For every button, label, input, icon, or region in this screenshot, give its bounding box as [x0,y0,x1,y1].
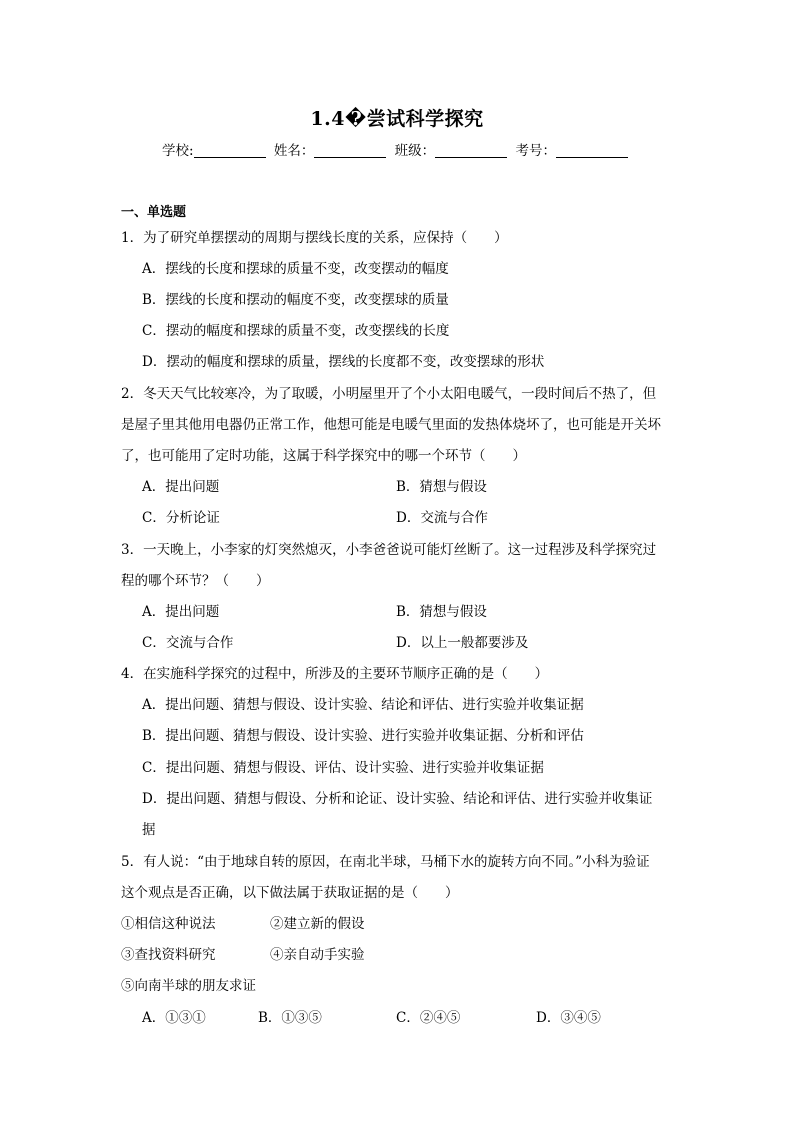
q4-option-a: A．提出问题、猜想与假设、设计实验、结论和评估、进行实验并收集证据 [142,697,584,713]
q5-stem-line2: 这个观点是否正确，以下做法属于获取证据的是（ ） [121,885,459,901]
q2-option-a: A．提出问题 [142,479,220,495]
school-label: 学校: [162,143,194,159]
q4-stem: 4．在实施科学探究的过程中，所涉及的主要环节顺序正确的是（ ） [121,666,549,682]
q1-option-b: B．摆线的长度和摆动的幅度不变，改变摆球的质量 [142,292,449,308]
q5-statement-1: ①相信这种说法 [121,916,216,932]
q2-stem-line3: 了，也可能用了定时功能，这属于科学探究中的哪一个环节（ ） [121,448,526,464]
q2-option-c: C．分析论证 [142,510,220,526]
section-heading: 一、单选题 [121,205,187,220]
number-label: 考号： [515,143,556,159]
q5-option-c: C．②④⑤ [396,1010,461,1026]
q2-option-b: B．猜想与假设 [396,479,487,495]
q3-option-a: A．提出问题 [142,604,220,620]
q5-statement-5: ⑤向南半球的朋友求证 [121,978,256,994]
q5-stem-line1: 5．有人说：“由于地球自转的原因，在南北半球，马桶下水的旋转方向不同。”小科为验证 [121,854,650,870]
q5-option-d: D．③④⑤ [536,1010,601,1026]
q5-statement-2: ②建立新的假设 [270,916,365,932]
q1-option-d: D．摆动的幅度和摆球的质量，摆线的长度都不变，改变摆球的形状 [142,354,545,370]
q5-statement-3: ③查找资料研究 [121,947,216,963]
name-blank [314,143,386,158]
q1-stem: 1．为了研究单摆摆动的周期与摆线长度的关系，应保持（ ） [121,230,508,246]
student-info-line [0,139,794,159]
number-blank [556,143,628,158]
q3-option-d: D．以上一般都要涉及 [396,635,529,651]
q3-stem-line2: 程的哪个环节？（ ） [121,573,270,589]
school-blank [194,143,266,158]
q3-option-c: C．交流与合作 [142,635,234,651]
q3-option-b: B．猜想与假设 [396,604,487,620]
q2-stem-line2: 是屋子里其他用电器仍正常工作，他想可能是电暖气里面的发热体烧坏了，也可能是开关坏 [121,417,661,433]
class-label: 班级： [394,143,436,159]
q2-option-d: D．交流与合作 [396,510,488,526]
q2-stem-line1: 2．冬天天气比较寒冷，为了取暖，小明屋里开了个小太阳电暖气，一段时间后不热了，但 [121,386,657,402]
q4-option-d-line2: 据 [142,822,156,838]
q4-option-b: B．提出问题、猜想与假设、设计实验、进行实验并收集证据、分析和评估 [142,728,584,744]
class-blank [435,143,507,158]
name-label: 姓名： [273,143,315,159]
q5-statement-4: ④亲自动手实验 [270,947,365,963]
q1-option-a: A．摆线的长度和摆球的质量不变，改变摆动的幅度 [142,261,449,277]
document-title: 1.4�尝试科学探究 [310,108,484,130]
q3-stem-line1: 3．一天晚上，小李家的灯突然熄灭，小李爸爸说可能灯丝断了。这一过程涉及科学探究过 [121,542,657,558]
q5-option-a: A．①③① [142,1010,206,1026]
q4-option-d-line1: D．提出问题、猜想与假设、分析和论证、设计实验、结论和评估、进行实验并收集证 [142,791,653,807]
q1-option-c: C．摆动的幅度和摆球的质量不变，改变摆线的长度 [142,323,450,339]
q5-option-b: B．①③⑤ [258,1010,322,1026]
q4-option-c: C．提出问题、猜想与假设、评估、设计实验、进行实验并收集证据 [142,760,544,776]
